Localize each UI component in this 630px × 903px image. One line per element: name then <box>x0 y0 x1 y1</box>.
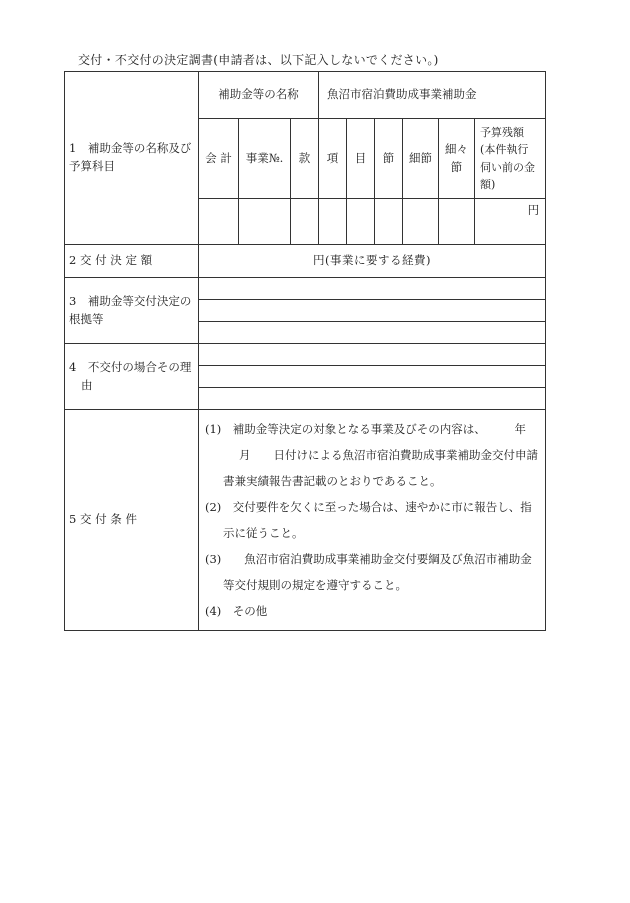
grant-conditions <box>199 410 546 631</box>
row3-label-line2: 根拠等 <box>69 311 104 326</box>
row4-label-line1: 4 不交付の場合その理 <box>69 359 192 374</box>
col-budget-line1: 予算残額 <box>480 126 525 140</box>
subsidy-name-value: 魚沼市宿泊費助成事業補助金 <box>319 72 546 119</box>
condition-1-line2: 月 日付けによる魚沼市宿泊費助成事業補助金交付申請 <box>239 448 538 462</box>
col-moku: 目 <box>347 119 375 199</box>
row4-label-cell <box>65 344 199 410</box>
condition-3-line1: (3) 魚沼市宿泊費助成事業補助金交付要綱及び魚沼市補助金 <box>205 552 532 566</box>
basis-line-1 <box>199 278 546 300</box>
cell-kou-value <box>319 199 347 245</box>
condition-2-line1: (2) 交付要件を欠くに至った場合は、速やかに市に報告し、指 <box>205 500 532 514</box>
row1-label-line2: 予算科目 <box>69 159 115 173</box>
basis-line-3 <box>199 322 546 344</box>
condition-1-line3: 書兼実績報告書記載のとおりであること。 <box>223 474 442 488</box>
condition-1-line1: (1) 補助金等決定の対象となる事業及びその内容は、 年 <box>205 422 527 436</box>
col-kan: 款 <box>291 119 319 199</box>
row1-label-cell <box>65 72 199 245</box>
form-heading: 交付・不交付の決定調書(申請者は、以下記入しないでください。) <box>78 53 439 67</box>
cell-setsu-value <box>375 199 403 245</box>
cell-saisetsu-value <box>403 199 439 245</box>
col-saisaisetsu-line2: 節 <box>450 159 463 174</box>
row5-label: 5 交 付 条 件 <box>65 410 199 631</box>
budget-yen-unit: 円 <box>475 199 546 245</box>
basis-line-2 <box>199 300 546 322</box>
condition-3-line2: 等交付規則の規定を遵守すること。 <box>223 578 407 592</box>
subsidy-name-label: 補助金等の名称 <box>199 72 319 119</box>
cell-moku-value <box>347 199 375 245</box>
row4-label-line2: 由 <box>81 377 93 392</box>
col-kou: 項 <box>319 119 347 199</box>
col-budget-line3: 伺い前の金 <box>480 160 536 174</box>
row2-label: 2 交 付 決 定 額 <box>65 245 199 278</box>
decision-amount-value: 円(事業に要する経費) <box>199 245 546 278</box>
col-setsu: 節 <box>375 119 403 199</box>
condition-2-line2: 示に従うこと。 <box>223 526 304 540</box>
col-saisaisetsu <box>439 119 475 199</box>
col-saisetsu: 細節 <box>403 119 439 199</box>
decision-record-table <box>64 71 546 631</box>
reason-line-3 <box>199 388 546 410</box>
col-budget-line2: (本件執行 <box>480 143 529 157</box>
reason-line-2 <box>199 366 546 388</box>
row3-label-line1: 3 補助金等交付決定の <box>69 293 192 308</box>
row3-label-cell <box>65 278 199 344</box>
col-saisaisetsu-line1: 細々 <box>445 141 469 156</box>
col-kaikei: 会 計 <box>199 119 239 199</box>
reason-line-1 <box>199 344 546 366</box>
col-budget-line4: 額) <box>480 177 496 191</box>
condition-4: (4) その他 <box>205 604 268 618</box>
row1-label-line1: 1 補助金等の名称及び <box>69 141 192 156</box>
cell-kan-value <box>291 199 319 245</box>
cell-jigyo-value <box>239 199 291 245</box>
cell-kaikei-value <box>199 199 239 245</box>
cell-saisaisetsu-value <box>439 199 475 245</box>
col-budget-remaining <box>475 119 546 199</box>
col-jigyo-no: 事業№. <box>239 119 291 199</box>
